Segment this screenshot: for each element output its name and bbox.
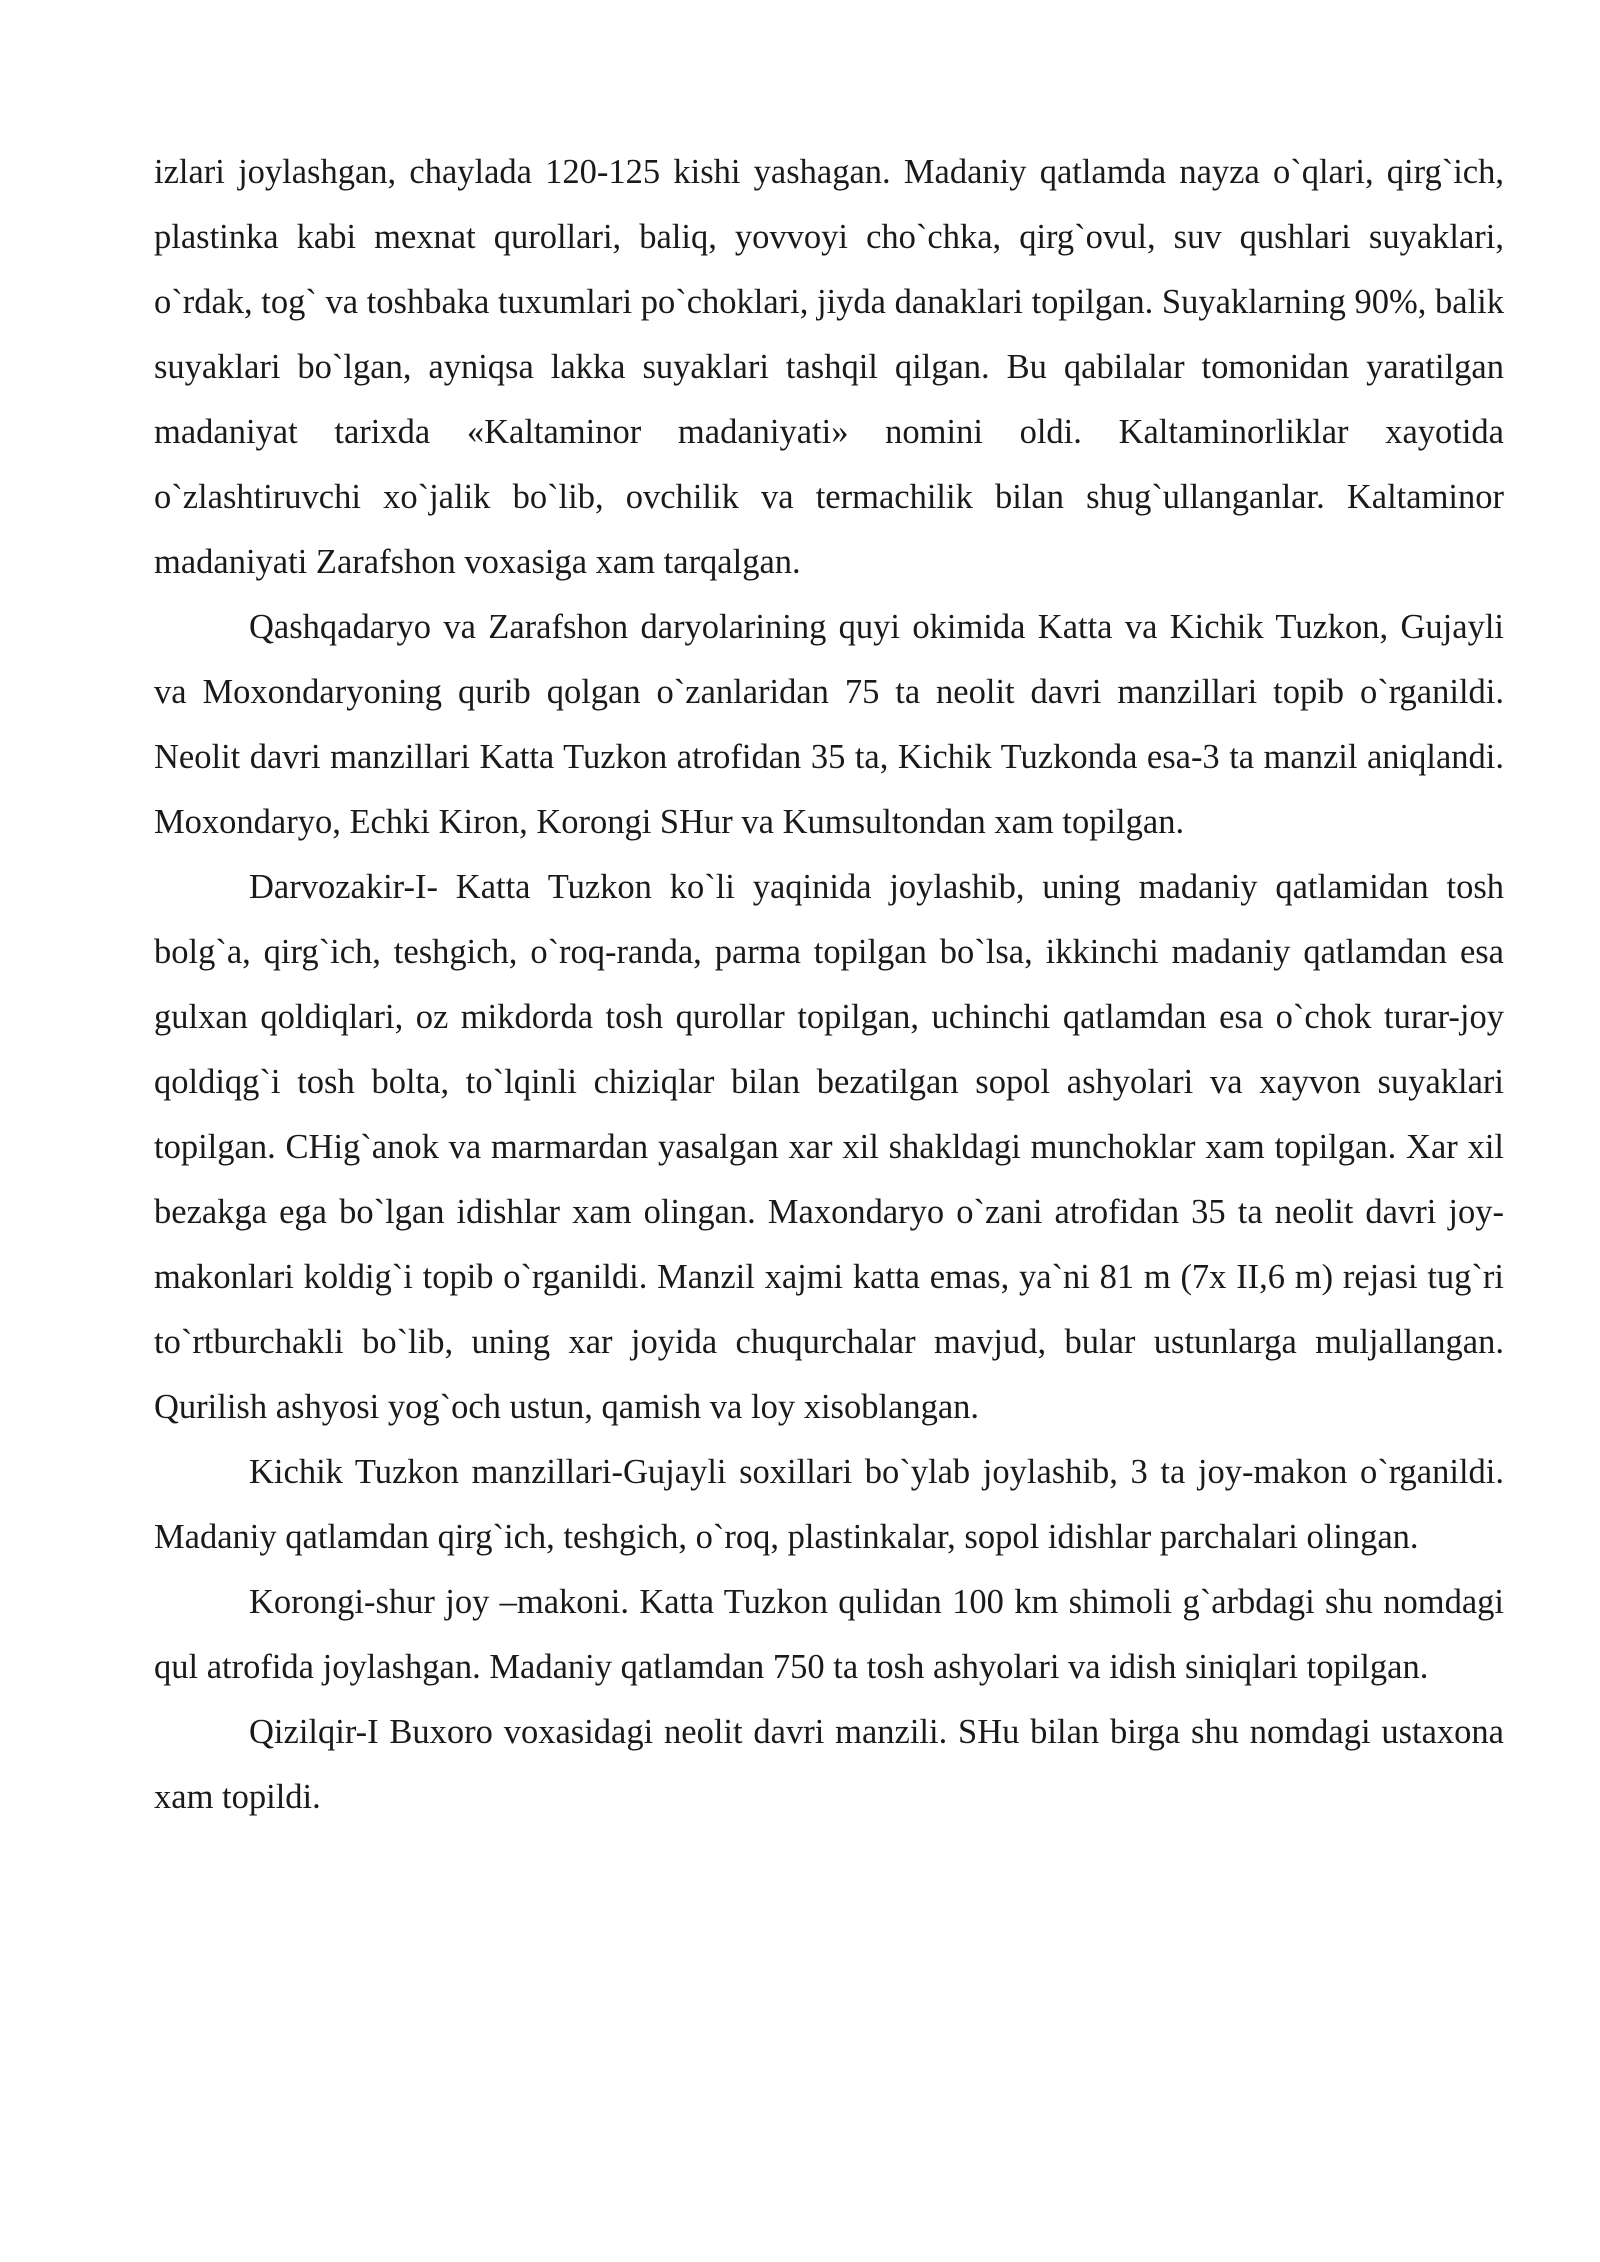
- document-page: [154, 140, 1504, 1830]
- paragraph-kaltaminor-culture: izlari joylashgan, chaylada 120-125 kishi yashagan. Madaniy qatlamda nayza o`qlari, qirg`ich, plastinka kabi mexnat qurollari, baliq, yovvoyi cho`chka, qirg`ovul, suv qushlari suyaklari, o`rdak, tog` va toshbaka tuxumlari po`choklari, jiyda danaklari topilgan. Suyaklarning 90%, balik suyaklari bo`lgan, ayniqsa lakka suyaklari tashqil qilgan. Bu qabilalar tomonidan yaratilgan madaniyat tarixda «Kaltaminor madaniyati» nomini oldi. Kaltaminorliklar xayotida o`zlashtiruvchi xo`jalik bo`lib, ovchilik va termachilik bilan shug`ullanganlar. Kaltaminor madaniyati Zarafshon voxasiga xam tarqalgan.: [154, 153, 1504, 581]
- paragraph-darvozakir: Darvozakir-I- Katta Tuzkon ko`li yaqinida joylashib, uning madaniy qatlamidan tosh bolg`a, qirg`ich, teshgich, o`roq-randa, parma topilgan bo`lsa, ikkinchi madaniy qatlamdan esa gulxan qoldiqlari, oz mikdorda tosh qurollar topilgan, uchinchi qatlamdan esa o`chok turar-joy qoldiqg`i tosh bolta, to`lqinli chiziqlar bilan bezatilgan sopol ashyolari va xayvon suyaklari topilgan. CHig`anok va marmardan yasalgan xar xil shakldagi munchoklar xam topilgan. Xar xil bezakga ega bo`lgan idishlar xam olingan. Maxondaryo o`zani atrofidan 35 ta neolit davri joy-makonlari koldig`i topib o`rganildi. Manzil xajmi katta emas, ya`ni 81 m (7x II,6 m) rejasi tug`ri to`rtburchakli bo`lib, uning xar joyida chuqurchalar mavjud, bular ustunlarga muljallangan. Qurilish ashyosi yog`och ustun, qamish va loy xisoblangan.: [154, 868, 1504, 1426]
- paragraph-korongi-shur: Korongi-shur joy –makoni. Katta Tuzkon qulidan 100 km shimoli g`arbdagi shu nomdagi qul atrofida joylashgan. Madaniy qatlamdan 750 ta tosh ashyolari va idish siniqlari topilgan.: [154, 1583, 1504, 1686]
- paragraph-kichik-tuzkon: Kichik Tuzkon manzillari-Gujayli soxillari bo`ylab joylashib, 3 ta joy-makon o`rganildi. Madaniy qatlamdan qirg`ich, teshgich, o`roq, plastinkalar, sopol idishlar parchalari olingan.: [154, 1453, 1504, 1556]
- paragraph-qizilqir: Qizilqir-I Buxoro voxasidagi neolit davri manzili. SHu bilan birga shu nomdagi ustaxona xam topildi.: [154, 1713, 1504, 1816]
- paragraph-neolithic-sites: Qashqadaryo va Zarafshon daryolarining quyi okimida Katta va Kichik Tuzkon, Gujayli va Moxondaryoning qurib qolgan o`zanlaridan 75 ta neolit davri manzillari topib o`rganildi. Neolit davri manzillari Katta Tuzkon atrofidan 35 ta, Kichik Tuzkonda esa-3 ta manzil aniqlandi. Moxondaryo, Echki Kiron, Korongi SHur va Kumsultondan xam topilgan.: [154, 608, 1504, 841]
